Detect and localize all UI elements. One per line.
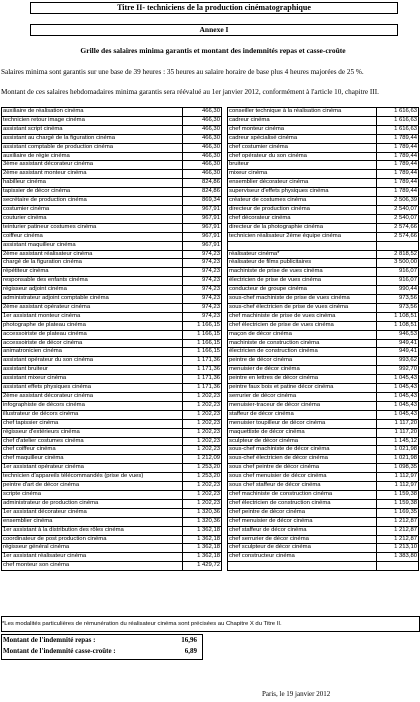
- table-row: [2, 419, 419, 428]
- right-job-cell: mixeur cinéma: [228, 170, 377, 179]
- left-salary-cell: 1 171,36: [183, 357, 222, 366]
- right-job-cell: cadreur spécialisé cinéma: [228, 134, 377, 143]
- right-salary-cell: 1 616,63: [377, 108, 419, 117]
- left-job-cell: chef monteur son cinéma: [2, 562, 183, 571]
- left-job-cell: chef maquilleur cinéma: [2, 455, 183, 464]
- table-row: [2, 553, 419, 562]
- right-salary-cell: 3 500,00: [377, 259, 419, 268]
- table-row: [2, 535, 419, 544]
- right-job-cell: bruiteur: [228, 161, 377, 170]
- right-salary-cell: 1 789,44: [377, 161, 419, 170]
- table-row: [2, 108, 419, 117]
- left-job-cell: régisseur d'extérieurs cinéma: [2, 428, 183, 437]
- right-job-cell: [228, 241, 377, 250]
- left-job-cell: technicien retour image cinéma: [2, 116, 183, 125]
- intro-line-2: Montant de ces salaires hebdomadaires minima garantis sera réévalué au 1er janvier 2012, conformément à l'article 10, chapitre III.: [1, 88, 379, 96]
- left-salary-cell: 974,23: [183, 286, 222, 295]
- table-row: [2, 179, 419, 188]
- table-row: [2, 188, 419, 197]
- left-job-cell: responsable des enfants cinéma: [2, 277, 183, 286]
- left-job-cell: assistant effets physiques cinéma: [2, 384, 183, 393]
- left-salary-cell: 466,30: [183, 108, 222, 117]
- left-salary-cell: 1 166,15: [183, 330, 222, 339]
- right-salary-cell: 2 506,39: [377, 197, 419, 206]
- table-row: [2, 330, 419, 339]
- left-salary-cell: 974,23: [183, 259, 222, 268]
- right-job-cell: réalisateur de films publicitaires: [228, 259, 377, 268]
- left-job-cell: assistant mixeur cinéma: [2, 375, 183, 384]
- table-row: [2, 348, 419, 357]
- table-row: [2, 437, 419, 446]
- right-salary-cell: 973,56: [377, 303, 419, 312]
- right-job-cell: maçon de décor cinéma: [228, 330, 377, 339]
- table-row: [2, 152, 419, 161]
- right-salary-cell: 1 117,20: [377, 419, 419, 428]
- left-job-cell: infographiste de décors cinéma: [2, 401, 183, 410]
- left-salary-cell: 466,30: [183, 125, 222, 134]
- left-salary-cell: 1 362,18: [183, 535, 222, 544]
- right-salary-cell: 1 112,97: [377, 473, 419, 482]
- left-job-cell: chef d'atelier costumes cinéma: [2, 437, 183, 446]
- indemnity-repas: [1, 635, 201, 646]
- table-row: [2, 143, 419, 152]
- left-job-cell: assistant au chargé de la figuration cinéma: [2, 134, 183, 143]
- table-row: [2, 508, 419, 517]
- left-salary-cell: 869,34: [183, 197, 222, 206]
- left-job-cell: 1er assistant opérateur cinéma: [2, 464, 183, 473]
- right-salary-cell: 2 574,66: [377, 223, 419, 232]
- right-salary-cell: 1 108,51: [377, 312, 419, 321]
- table-row: [2, 401, 419, 410]
- left-salary-cell: 1 320,36: [183, 508, 222, 517]
- right-salary-cell: 1 021,98: [377, 455, 419, 464]
- table-row: [2, 205, 419, 214]
- right-job-cell: maquettiste de décor cinéma: [228, 428, 377, 437]
- right-job-cell: sous-chef électricien de prise de vues cinéma: [228, 303, 377, 312]
- left-salary-cell: 967,91: [183, 232, 222, 241]
- right-salary-cell: [377, 562, 419, 571]
- left-job-cell: 2ème assistant opérateur cinéma: [2, 303, 183, 312]
- left-salary-cell: 1 171,36: [183, 384, 222, 393]
- right-job-cell: technicien réalisateur 2ème équipe cinéma: [228, 232, 377, 241]
- right-job-cell: [228, 562, 377, 571]
- table-row: [2, 134, 419, 143]
- left-job-cell: technicien d'appareils télécommandés (prise de vues): [2, 473, 183, 482]
- left-salary-cell: 466,30: [183, 134, 222, 143]
- right-salary-cell: 1 789,44: [377, 134, 419, 143]
- table-row: [2, 197, 419, 206]
- right-job-cell: chef costumier cinéma: [228, 143, 377, 152]
- right-job-cell: chef staffeur de décor cinéma: [228, 526, 377, 535]
- right-job-cell: chef électricien de prise de vues cinéma: [228, 321, 377, 330]
- right-salary-cell: 1 108,51: [377, 321, 419, 330]
- annex-label: Annexe I: [30, 24, 398, 36]
- right-salary-cell: 1 021,98: [377, 446, 419, 455]
- salary-table: [1, 107, 419, 571]
- left-salary-cell: 974,23: [183, 295, 222, 304]
- right-job-cell: chef monteur cinéma: [228, 125, 377, 134]
- left-job-cell: 3ème assistant décorateur cinéma: [2, 161, 183, 170]
- left-salary-cell: 1 362,18: [183, 526, 222, 535]
- left-salary-cell: 1 202,23: [183, 419, 222, 428]
- right-job-cell: sous-chef machiniste de prise de vues cinéma: [228, 295, 377, 304]
- table-row: [2, 428, 419, 437]
- table-row: [2, 295, 419, 304]
- left-job-cell: 1er assistant monteur cinéma: [2, 312, 183, 321]
- right-salary-cell: 1 212,87: [377, 535, 419, 544]
- left-job-cell: répétiteur cinéma: [2, 268, 183, 277]
- left-salary-cell: 974,23: [183, 312, 222, 321]
- right-salary-cell: 2 818,52: [377, 250, 419, 259]
- left-salary-cell: 1 202,23: [183, 482, 222, 491]
- left-salary-cell: 1 202,23: [183, 499, 222, 508]
- left-salary-cell: 974,23: [183, 277, 222, 286]
- right-job-cell: peintre de décor cinéma: [228, 357, 377, 366]
- table-row: [2, 170, 419, 179]
- table-row: [2, 482, 419, 491]
- right-job-cell: machiniste de prise de vues cinéma: [228, 268, 377, 277]
- left-salary-cell: 1 166,15: [183, 339, 222, 348]
- left-job-cell: 1er assistant décorateur cinéma: [2, 508, 183, 517]
- indemnity-casse-label: Montant de l'indemnité casse-croûte :: [3, 647, 116, 655]
- right-job-cell: menuisier-traceur de décor cinéma: [228, 401, 377, 410]
- right-job-cell: chef peintre de décor cinéma: [228, 508, 377, 517]
- table-row: [2, 357, 419, 366]
- table-row: [2, 339, 419, 348]
- table-row: [2, 366, 419, 375]
- table-row: [2, 464, 419, 473]
- table-row: [2, 303, 419, 312]
- right-salary-cell: 1 045,43: [377, 410, 419, 419]
- left-job-cell: ensemblier cinéma: [2, 517, 183, 526]
- right-job-cell: peintre faux bois et patine décor cinéma: [228, 384, 377, 393]
- right-salary-cell: 949,41: [377, 339, 419, 348]
- left-job-cell: 2ème assistant réalisateur cinéma: [2, 250, 183, 259]
- left-salary-cell: 1 202,23: [183, 437, 222, 446]
- table-row: [2, 259, 419, 268]
- right-job-cell: chef électricien de construction cinéma: [228, 499, 377, 508]
- right-job-cell: sous-chef électricien de décor cinéma: [228, 455, 377, 464]
- right-salary-cell: 1 789,44: [377, 170, 419, 179]
- left-salary-cell: 1 171,36: [183, 366, 222, 375]
- right-salary-cell: 1 112,97: [377, 482, 419, 491]
- right-job-cell: conseiller technique à la réalisation cinéma: [228, 108, 377, 117]
- left-salary-cell: 1 202,23: [183, 401, 222, 410]
- left-salary-cell: 967,91: [183, 205, 222, 214]
- table-row: [2, 517, 419, 526]
- right-salary-cell: 1 045,43: [377, 393, 419, 402]
- right-salary-cell: 1 045,43: [377, 375, 419, 384]
- right-job-cell: chef serrurier de décor cinéma: [228, 535, 377, 544]
- table-row: [2, 214, 419, 223]
- left-job-cell: habilleur cinéma: [2, 179, 183, 188]
- right-salary-cell: 1 098,35: [377, 464, 419, 473]
- left-salary-cell: 967,91: [183, 223, 222, 232]
- right-job-cell: chef décorateur cinéma: [228, 214, 377, 223]
- left-salary-cell: 824,86: [183, 179, 222, 188]
- right-salary-cell: 1 616,63: [377, 116, 419, 125]
- right-salary-cell: 916,07: [377, 268, 419, 277]
- table-row: [2, 125, 419, 134]
- table-row: [2, 473, 419, 482]
- left-job-cell: administrateur adjoint comptable cinéma: [2, 295, 183, 304]
- left-salary-cell: 466,30: [183, 116, 222, 125]
- table-row: [2, 544, 419, 553]
- left-job-cell: assistant bruiteur: [2, 366, 183, 375]
- table-row: [2, 375, 419, 384]
- left-job-cell: assistant script cinéma: [2, 125, 183, 134]
- left-job-cell: couturier cinéma: [2, 214, 183, 223]
- right-job-cell: chef machiniste de construction cinéma: [228, 490, 377, 499]
- right-job-cell: machiniste de construction cinéma: [228, 339, 377, 348]
- left-salary-cell: 974,23: [183, 303, 222, 312]
- left-job-cell: 2ème assistant décorateur cinéma: [2, 393, 183, 402]
- left-salary-cell: 466,30: [183, 170, 222, 179]
- left-job-cell: secrétaire de production cinéma: [2, 197, 183, 206]
- left-job-cell: assistant comptable de production cinéma: [2, 143, 183, 152]
- right-job-cell: directeur de production cinéma: [228, 205, 377, 214]
- right-job-cell: staffeur de décor cinéma: [228, 410, 377, 419]
- left-job-cell: tapissier de décor cinéma: [2, 188, 183, 197]
- left-salary-cell: 1 212,09: [183, 455, 222, 464]
- table-row: [2, 446, 419, 455]
- table-row: [2, 562, 419, 571]
- left-job-cell: scripte cinéma: [2, 490, 183, 499]
- left-job-cell: teinturier patineur costumes cinéma: [2, 223, 183, 232]
- left-salary-cell: 974,23: [183, 250, 222, 259]
- table-row: [2, 312, 419, 321]
- left-salary-cell: 1 253,20: [183, 464, 222, 473]
- left-job-cell: chargé de la figuration cinéma: [2, 259, 183, 268]
- right-job-cell: électricien de construction cinéma: [228, 348, 377, 357]
- left-salary-cell: 1 202,23: [183, 446, 222, 455]
- right-salary-cell: 2 540,07: [377, 205, 419, 214]
- left-salary-cell: 1 171,36: [183, 375, 222, 384]
- left-job-cell: photographe de plateau cinéma: [2, 321, 183, 330]
- right-salary-cell: 993,62: [377, 357, 419, 366]
- footnote: *Les modalités particulières de rémunération du réalisateur cinéma sont précisées au Chapitre X du Titre II.: [1, 616, 420, 632]
- left-job-cell: illustrateur de décors cinéma: [2, 410, 183, 419]
- right-salary-cell: [377, 241, 419, 250]
- left-job-cell: animatronicien cinéma: [2, 348, 183, 357]
- right-salary-cell: 1 045,43: [377, 384, 419, 393]
- right-salary-cell: 1 117,20: [377, 428, 419, 437]
- right-salary-cell: 1 145,12: [377, 437, 419, 446]
- right-salary-cell: 1 212,87: [377, 517, 419, 526]
- left-job-cell: 1er assistant à la distribution des rôles cinéma: [2, 526, 183, 535]
- left-salary-cell: 1 320,36: [183, 517, 222, 526]
- table-row: [2, 410, 419, 419]
- right-salary-cell: 1 212,87: [377, 526, 419, 535]
- right-salary-cell: 1 383,80: [377, 553, 419, 562]
- left-job-cell: costumier cinéma: [2, 205, 183, 214]
- table-row: [2, 490, 419, 499]
- left-salary-cell: 1 429,72: [183, 562, 222, 571]
- right-salary-cell: 1 213,10: [377, 544, 419, 553]
- left-job-cell: assistant opérateur du son cinéma: [2, 357, 183, 366]
- left-job-cell: accessoiriste de décor cinéma: [2, 339, 183, 348]
- right-job-cell: peintre en lettres de décor cinéma: [228, 375, 377, 384]
- table-row: [2, 393, 419, 402]
- left-job-cell: coordinateur de post production cinéma: [2, 535, 183, 544]
- left-job-cell: accessoiriste de plateau cinéma: [2, 330, 183, 339]
- table-row: [2, 241, 419, 250]
- left-salary-cell: 974,23: [183, 268, 222, 277]
- left-salary-cell: 967,91: [183, 214, 222, 223]
- right-job-cell: conducteur de groupe cinéma: [228, 286, 377, 295]
- right-salary-cell: 1 159,38: [377, 490, 419, 499]
- right-salary-cell: 2 540,07: [377, 214, 419, 223]
- table-row: [2, 455, 419, 464]
- left-job-cell: 1er assistant réalisateur cinéma: [2, 553, 183, 562]
- left-salary-cell: 1 202,23: [183, 410, 222, 419]
- right-salary-cell: 946,53: [377, 330, 419, 339]
- indemnity-casse-value: 6,89: [184, 647, 197, 655]
- right-salary-cell: 1 789,44: [377, 188, 419, 197]
- indemnity-casse-croute: [1, 646, 201, 657]
- left-job-cell: auxiliaire de régie cinéma: [2, 152, 183, 161]
- left-salary-cell: 1 166,15: [183, 321, 222, 330]
- left-job-cell: administrateur de production cinéma: [2, 499, 183, 508]
- right-job-cell: menuisier de décor cinéma: [228, 366, 377, 375]
- right-salary-cell: 916,07: [377, 277, 419, 286]
- left-job-cell: assistant maquilleur cinéma: [2, 241, 183, 250]
- right-salary-cell: 1 616,63: [377, 125, 419, 134]
- table-row: [2, 526, 419, 535]
- left-salary-cell: 466,30: [183, 152, 222, 161]
- left-salary-cell: 1 253,20: [183, 473, 222, 482]
- left-salary-cell: 466,30: [183, 161, 222, 170]
- right-job-cell: sous-chef machiniste de décor cinéma: [228, 446, 377, 455]
- indemnity-repas-label: Montant de l'indemnité repas :: [3, 636, 96, 644]
- left-job-cell: chef coiffeur cinéma: [2, 446, 183, 455]
- document-title: Titre II- techniciens de la production cinématographique: [30, 2, 398, 14]
- left-salary-cell: 1 202,23: [183, 428, 222, 437]
- intro-line-1: Salaires minima sont garantis sur une base de 39 heures : 35 heures au salaire horaire de base plus 4 heures majorées de 25 %.: [1, 68, 364, 76]
- right-salary-cell: 1 789,44: [377, 143, 419, 152]
- table-row: [2, 232, 419, 241]
- left-job-cell: coiffeur cinéma: [2, 232, 183, 241]
- right-job-cell: sculpteur de décor cinéma: [228, 437, 377, 446]
- right-job-cell: ensemblier décorateur cinéma: [228, 179, 377, 188]
- table-row: [2, 161, 419, 170]
- right-salary-cell: 990,44: [377, 286, 419, 295]
- table-row: [2, 250, 419, 259]
- left-salary-cell: 1 166,15: [183, 348, 222, 357]
- left-job-cell: chef tapissier cinéma: [2, 419, 183, 428]
- right-job-cell: chef constructeur cinéma: [228, 553, 377, 562]
- table-row: [2, 499, 419, 508]
- right-job-cell: sous chef staffeur de décor cinéma: [228, 482, 377, 491]
- table-row: [2, 116, 419, 125]
- right-job-cell: chef opérateur du son cinéma: [228, 152, 377, 161]
- table-row: [2, 268, 419, 277]
- left-salary-cell: 1 362,18: [183, 553, 222, 562]
- right-salary-cell: 992,70: [377, 366, 419, 375]
- right-salary-cell: 973,56: [377, 295, 419, 304]
- right-salary-cell: 1 789,44: [377, 152, 419, 161]
- right-job-cell: directeur de la photographie cinéma: [228, 223, 377, 232]
- table-row: [2, 384, 419, 393]
- right-job-cell: sous chef peintre de décor cinéma: [228, 464, 377, 473]
- right-salary-cell: 1 159,38: [377, 499, 419, 508]
- table-row: [2, 223, 419, 232]
- left-salary-cell: 1 202,23: [183, 393, 222, 402]
- table-row: [2, 286, 419, 295]
- right-job-cell: sous chef menuisier de décor cinéma: [228, 473, 377, 482]
- right-job-cell: créateur de costumes cinéma: [228, 197, 377, 206]
- right-salary-cell: 1 169,35: [377, 508, 419, 517]
- left-salary-cell: 824,86: [183, 188, 222, 197]
- right-salary-cell: 2 574,66: [377, 232, 419, 241]
- right-job-cell: superviseur d'effets physiques cinéma: [228, 188, 377, 197]
- table-row: [2, 321, 419, 330]
- right-salary-cell: 1 789,44: [377, 179, 419, 188]
- grid-title: Grille des salaires minima garantis et montant des indemnités repas et casse-croûte: [80, 46, 346, 55]
- right-job-cell: serrurier de décor cinéma: [228, 393, 377, 402]
- left-job-cell: auxiliaire de réalisation cinéma: [2, 108, 183, 117]
- left-job-cell: peintre d'art de décor cinéma: [2, 482, 183, 491]
- left-job-cell: régisseur adjoint cinéma: [2, 286, 183, 295]
- right-job-cell: chef sculpteur de décor cinéma: [228, 544, 377, 553]
- right-job-cell: cadreur cinéma: [228, 116, 377, 125]
- table-row: [2, 277, 419, 286]
- left-salary-cell: 1 202,23: [183, 490, 222, 499]
- left-salary-cell: 1 362,18: [183, 544, 222, 553]
- right-job-cell: chef menuisier de décor cinéma: [228, 517, 377, 526]
- left-job-cell: régisseur général cinéma: [2, 544, 183, 553]
- right-salary-cell: 949,41: [377, 348, 419, 357]
- right-job-cell: chef machiniste de prise de vues cinéma: [228, 312, 377, 321]
- left-job-cell: 2ème assistant monteur cinéma: [2, 170, 183, 179]
- document-date: Paris, le 19 janvier 2012: [262, 690, 331, 698]
- left-salary-cell: 466,30: [183, 143, 222, 152]
- right-job-cell: menuisier toupilleur de décor cinéma: [228, 419, 377, 428]
- right-job-cell: électricien de prise de vues cinéma: [228, 277, 377, 286]
- right-job-cell: réalisateur cinéma*: [228, 250, 377, 259]
- right-salary-cell: 1 045,43: [377, 401, 419, 410]
- left-salary-cell: 967,91: [183, 241, 222, 250]
- indemnity-repas-value: 16,96: [181, 636, 197, 644]
